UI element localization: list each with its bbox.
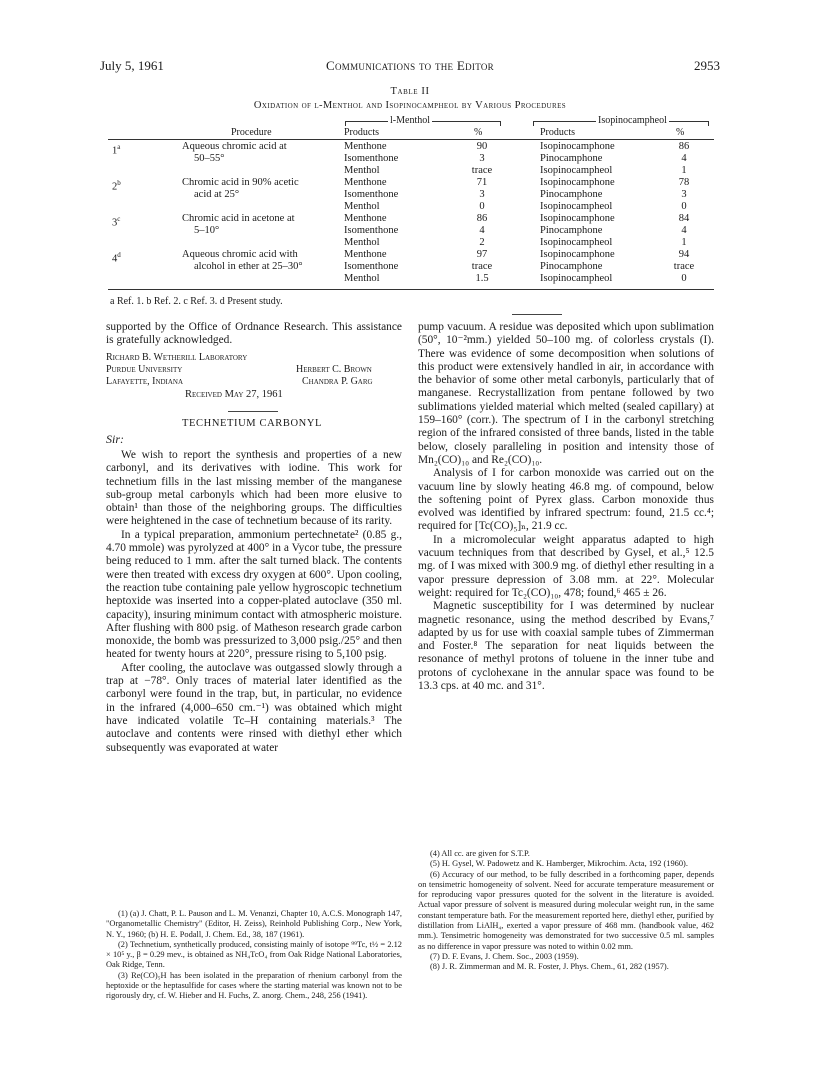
col-header-menthol-percent: % (474, 127, 483, 138)
menthol-product: Isomenthone (344, 261, 399, 272)
isopino-percent: 86 (678, 141, 690, 152)
menthol-product: Menthol (344, 165, 380, 176)
left-paragraph-2: In a typical preparation, ammonium pertechnetate² (0.85 g., 4.70 mmole) was pyrolyzed at 400° in a Vycor tube, the pressure being reduced to 1 mm. after the salt turned black. The contents were then treated with excess dry oxygen at 600°. Upon cooling, the reaction tube containing pale yellow hygroscopic technetium heptoxide was inserted into a copper-plated autoclave (350 ml. capacity), insuring minimum contact with atmospheric moisture. After flushing with 800 psig. of Matheson research grade carbon monoxide, the bomb was pressurized to 3,000 psig./25° and then heated for twenty hours at 220°, pressure rising to 5,100 psig. (106, 528, 402, 661)
procedure-line-2: alcohol in ether at 25–30° (194, 261, 303, 272)
university-name: Purdue University (106, 364, 183, 375)
isopino-product: Isopinocamphone (540, 249, 615, 260)
table-footnotes: a Ref. 1. b Ref. 2. c Ref. 3. d Present study. (110, 296, 283, 307)
menthol-percent: 4 (479, 225, 485, 236)
isopino-percent: 4 (681, 153, 687, 164)
acknowledgment-text: supported by the Office of Ordnance Research. This assistance is gratefully acknowledged. (106, 321, 402, 347)
right-paragraph-1: pump vacuum. A residue was deposited which upon sublimation (50°, 10⁻²mm.) yielded 50–100 mg. of colorless crystals (I). There was evidence of some decomposition when solutions of this product were extensively handled in air, in accordance with the behavior of some other metal carbonyls, particularly that of manganese. Recrystallization from pentane followed by two sublimations yielded material which melted (sealed capillary) at 159–160° (corr.). The spectrum of I in the carbonyl stretching region of the infrared consisted of three bands, listed in the table below, closely paralleling in position and intensity those of Mn₂(CO)₁₀ and Re₂(CO)₁₀. (418, 321, 714, 466)
isopino-product: Isopinocampheol (540, 165, 613, 176)
menthol-percent: 3 (479, 189, 485, 200)
isopino-product: Isopinocamphone (540, 213, 615, 224)
procedure-line-1: Aqueous chromic acid at (182, 141, 287, 152)
menthol-product: Menthol (344, 273, 380, 284)
isopino-percent: 1 (681, 165, 687, 176)
procedure-line-2: 50–55° (194, 153, 225, 164)
row-note-marker: c (117, 215, 121, 223)
isopino-percent: 84 (678, 213, 690, 224)
isopino-product: Pinocamphone (540, 189, 603, 200)
table-label: Table II (390, 86, 430, 97)
col-header-isopino-percent: % (676, 127, 685, 138)
left-footnotes (106, 909, 402, 1002)
procedure-line-1: Aqueous chromic acid with (182, 249, 298, 260)
section-divider-left (228, 411, 278, 412)
col-header-procedure: Procedure (231, 127, 272, 138)
menthol-product: Menthone (344, 177, 387, 188)
menthol-group-label: l-Menthol (390, 115, 430, 126)
footnote-6: (6) Accuracy of our method, to be fully described in a forthcoming paper, depends on tensimetric homogeneity of solvent. Need for accurate temperature measurement or for reproducing vapor pressures quoted for the solvent in the literature is avoided. Actual vapor pressure of solvent is measured during molecular weight run, in the same constant temperature bath. For the measurement reported here, diethyl ether, purified by distillation from LiAlH₄, exerted a vapor pressure of 468 mm. (handbook value, 462 mm.). Tensimetric homogeneity was demonstrated for two successive 0.5 ml. samples as no difference in vapor pressure was noted to within 0.02 mm. (418, 869, 714, 951)
table-bottom-rule (108, 289, 714, 290)
salutation: Sir: (106, 432, 124, 446)
page-number: 2953 (694, 58, 720, 73)
menthol-percent: 90 (476, 141, 488, 152)
menthol-percent: 71 (476, 177, 488, 188)
menthol-product: Isomenthone (344, 189, 399, 200)
menthol-percent: trace (471, 261, 493, 272)
procedure-line-1: Chromic acid in acetone at (182, 213, 295, 224)
menthol-percent: 97 (476, 249, 488, 260)
footnote-4: (4) All cc. are given for S.T.P. (430, 849, 530, 858)
menthol-percent: 0 (479, 201, 485, 212)
col-header-menthol-products: Products (344, 127, 379, 138)
row-note-marker: a (117, 143, 121, 151)
isopino-product: Pinocamphone (540, 225, 603, 236)
menthol-percent: 2 (479, 237, 485, 248)
footnote-3: (3) Re(CO)₅H has been isolated in the preparation of rhenium carbonyl from the heptoxide or the heptasulfide for cases where the starting material was known not to be rigorously dry, cf. W. Hieber and H. Fuchs, Z. anorg. Chem., 248, 256 (1941). (106, 970, 402, 1001)
row-number (112, 177, 121, 194)
menthol-product: Menthol (344, 201, 380, 212)
footnote-1: (1) (a) J. Chatt, P. L. Pauson and L. M. Venanzi, Chapter 10, A.C.S. Monograph 147, "Organometallic Chemistry" (Editor, H. Zeiss), Reinhold Publishing Corp., New York, N. Y., 1960; (b) H. E. Podall, J. Chem. Ed., 38, 187 (1961). (106, 909, 402, 939)
lab-name: Richard B. Wetherill Laboratory (106, 352, 248, 363)
procedure-line-2: 5–10° (194, 225, 220, 236)
footnote-8: (8) J. R. Zimmerman and M. R. Foster, J. Phys. Chem., 61, 282 (1957). (430, 962, 669, 972)
table-header-rule (108, 139, 714, 140)
procedure-line-2: acid at 25° (194, 189, 240, 200)
author-garg: Chandra P. Garg (302, 376, 373, 387)
row-note-marker: d (117, 251, 121, 259)
isopino-product: Isopinocamphone (540, 141, 615, 152)
isopino-percent: 0 (681, 273, 687, 284)
running-header (100, 58, 720, 76)
isopino-percent: trace (673, 261, 695, 272)
isopino-product: Isopinocamphone (540, 177, 615, 188)
row-number (112, 213, 120, 230)
row-number-value: 3 (112, 217, 118, 229)
menthol-product: Isomenthone (344, 225, 399, 236)
right-paragraph-2: Analysis of I for carbon monoxide was carried out on the vacuum line by slowly heating 46.8 mg. of compound, below the softening point of Pyrex glass. Carbon monoxide thus evolved was identified by infrared spectrum: found, 21.5 cc.⁴; required for [Tc(CO)₅]ₙ, 21.9 cc. (418, 467, 714, 533)
isopino-product: Isopinocampheol (540, 201, 613, 212)
row-number-value: 2 (112, 181, 118, 193)
row-number-value: 4 (112, 253, 118, 265)
isopino-percent: 94 (678, 249, 690, 260)
city-name: Lafayette, Indiana (106, 376, 184, 387)
row-number-value: 1 (112, 145, 118, 157)
isopinocampheol-group-label: Isopinocampheol (598, 115, 667, 126)
menthol-percent: trace (471, 165, 493, 176)
section-title: Communications to the Editor (326, 58, 494, 73)
isopino-product: Isopinocampheol (540, 273, 613, 284)
isopino-product: Pinocamphone (540, 153, 603, 164)
left-paragraph-3: After cooling, the autoclave was outgassed slowly through a trap at −78°. Only traces of material later identified as the carbonyl were found in the trap, but, in particular, no evidence in the infrared (4,000–650 cm.⁻¹) was obtained which might have indicated volatile Tc–H containing materials.³ The autoclave and contents were rinsed with diethyl ether which subsequently was evaporated at water (106, 661, 402, 754)
menthol-percent: 86 (476, 213, 488, 224)
footnote-7: (7) D. F. Evans, J. Chem. Soc., 2003 (1959). (430, 951, 579, 961)
menthol-product: Menthone (344, 213, 387, 224)
left-column-body (106, 449, 402, 755)
author-brown: Herbert C. Brown (296, 364, 372, 375)
left-paragraph-1: We wish to report the synthesis and properties of a new carbonyl, and its derivatives with iodine. This work for technetium fills in the last missing member of the manganese sub-group metal carbonyls which had been more elusive to obtain¹ than those of the neighboring groups. The difficulties were heightened in the case of technetium because of its rarity. (106, 449, 402, 528)
article-heading: TECHNETIUM CARBONYL (182, 418, 323, 429)
isopino-percent: 0 (681, 201, 687, 212)
menthol-percent: 3 (479, 153, 485, 164)
isopino-percent: 1 (681, 237, 687, 248)
isopino-percent: 4 (681, 225, 687, 236)
isopino-product: Pinocamphone (540, 261, 603, 272)
isopino-percent: 78 (678, 177, 690, 188)
menthol-product: Isomenthone (344, 153, 399, 164)
table-title: Oxidation of l-Menthol and Isopinocampheol by Various Procedures (253, 100, 567, 111)
left-column-top (106, 321, 402, 348)
row-number (112, 249, 121, 266)
col-header-isopino-products: Products (540, 127, 575, 138)
issue-date: July 5, 1961 (100, 58, 164, 73)
menthol-product: Menthol (344, 237, 380, 248)
right-footnotes (418, 849, 714, 973)
received-date: Received May 27, 1961 (185, 389, 283, 400)
menthol-percent: 1.5 (475, 273, 489, 284)
menthol-product: Menthone (344, 141, 387, 152)
row-number (112, 141, 120, 158)
section-divider-right (512, 314, 562, 315)
row-note-marker: b (117, 179, 121, 187)
procedure-line-1: Chromic acid in 90% acetic (182, 177, 299, 188)
isopino-product: Isopinocampheol (540, 237, 613, 248)
right-column-body (418, 321, 714, 693)
isopino-percent: 3 (681, 189, 687, 200)
footnote-2: (2) Technetium, synthetically produced, consisting mainly of isotope ⁹⁹Tc, t½ = 2.12 × 10⁵ y., β = 0.29 mev., is obtained as NH₄TcO₄ from Oak Ridge National Laboratories, Oak Ridge, Tenn. (106, 939, 402, 970)
footnote-5: (5) H. Gysel, W. Padowetz and K. Hamberger, Mikrochim. Acta, 192 (1960). (430, 859, 688, 869)
right-paragraph-4: Magnetic susceptibility for I was determined by nuclear magnetic resonance, using the method described by Evans,⁷ adapted by us for use with coaxial sample tubes of Zimmerman and Foster.⁸ The separation for neat liquids between the resonance of methyl protons of toluene in the inner tube and protons of cyclohexane in the annular space was found to be 13.3 cps. at 40 mc. and 31°. (418, 600, 714, 693)
menthol-product: Menthone (344, 249, 387, 260)
right-paragraph-3: In a micromolecular weight apparatus adapted to high vacuum techniques from that described by Gysel, et al.,⁵ 12.5 mg. of I was mixed with 300.9 mg. of diethyl ether resulting in a vapor pressure depression of 3.08 mm. at 22°. Molecular weight: required for Tc₂(CO)₁₀, 478; found,⁶ 465 ± 26. (418, 533, 714, 599)
